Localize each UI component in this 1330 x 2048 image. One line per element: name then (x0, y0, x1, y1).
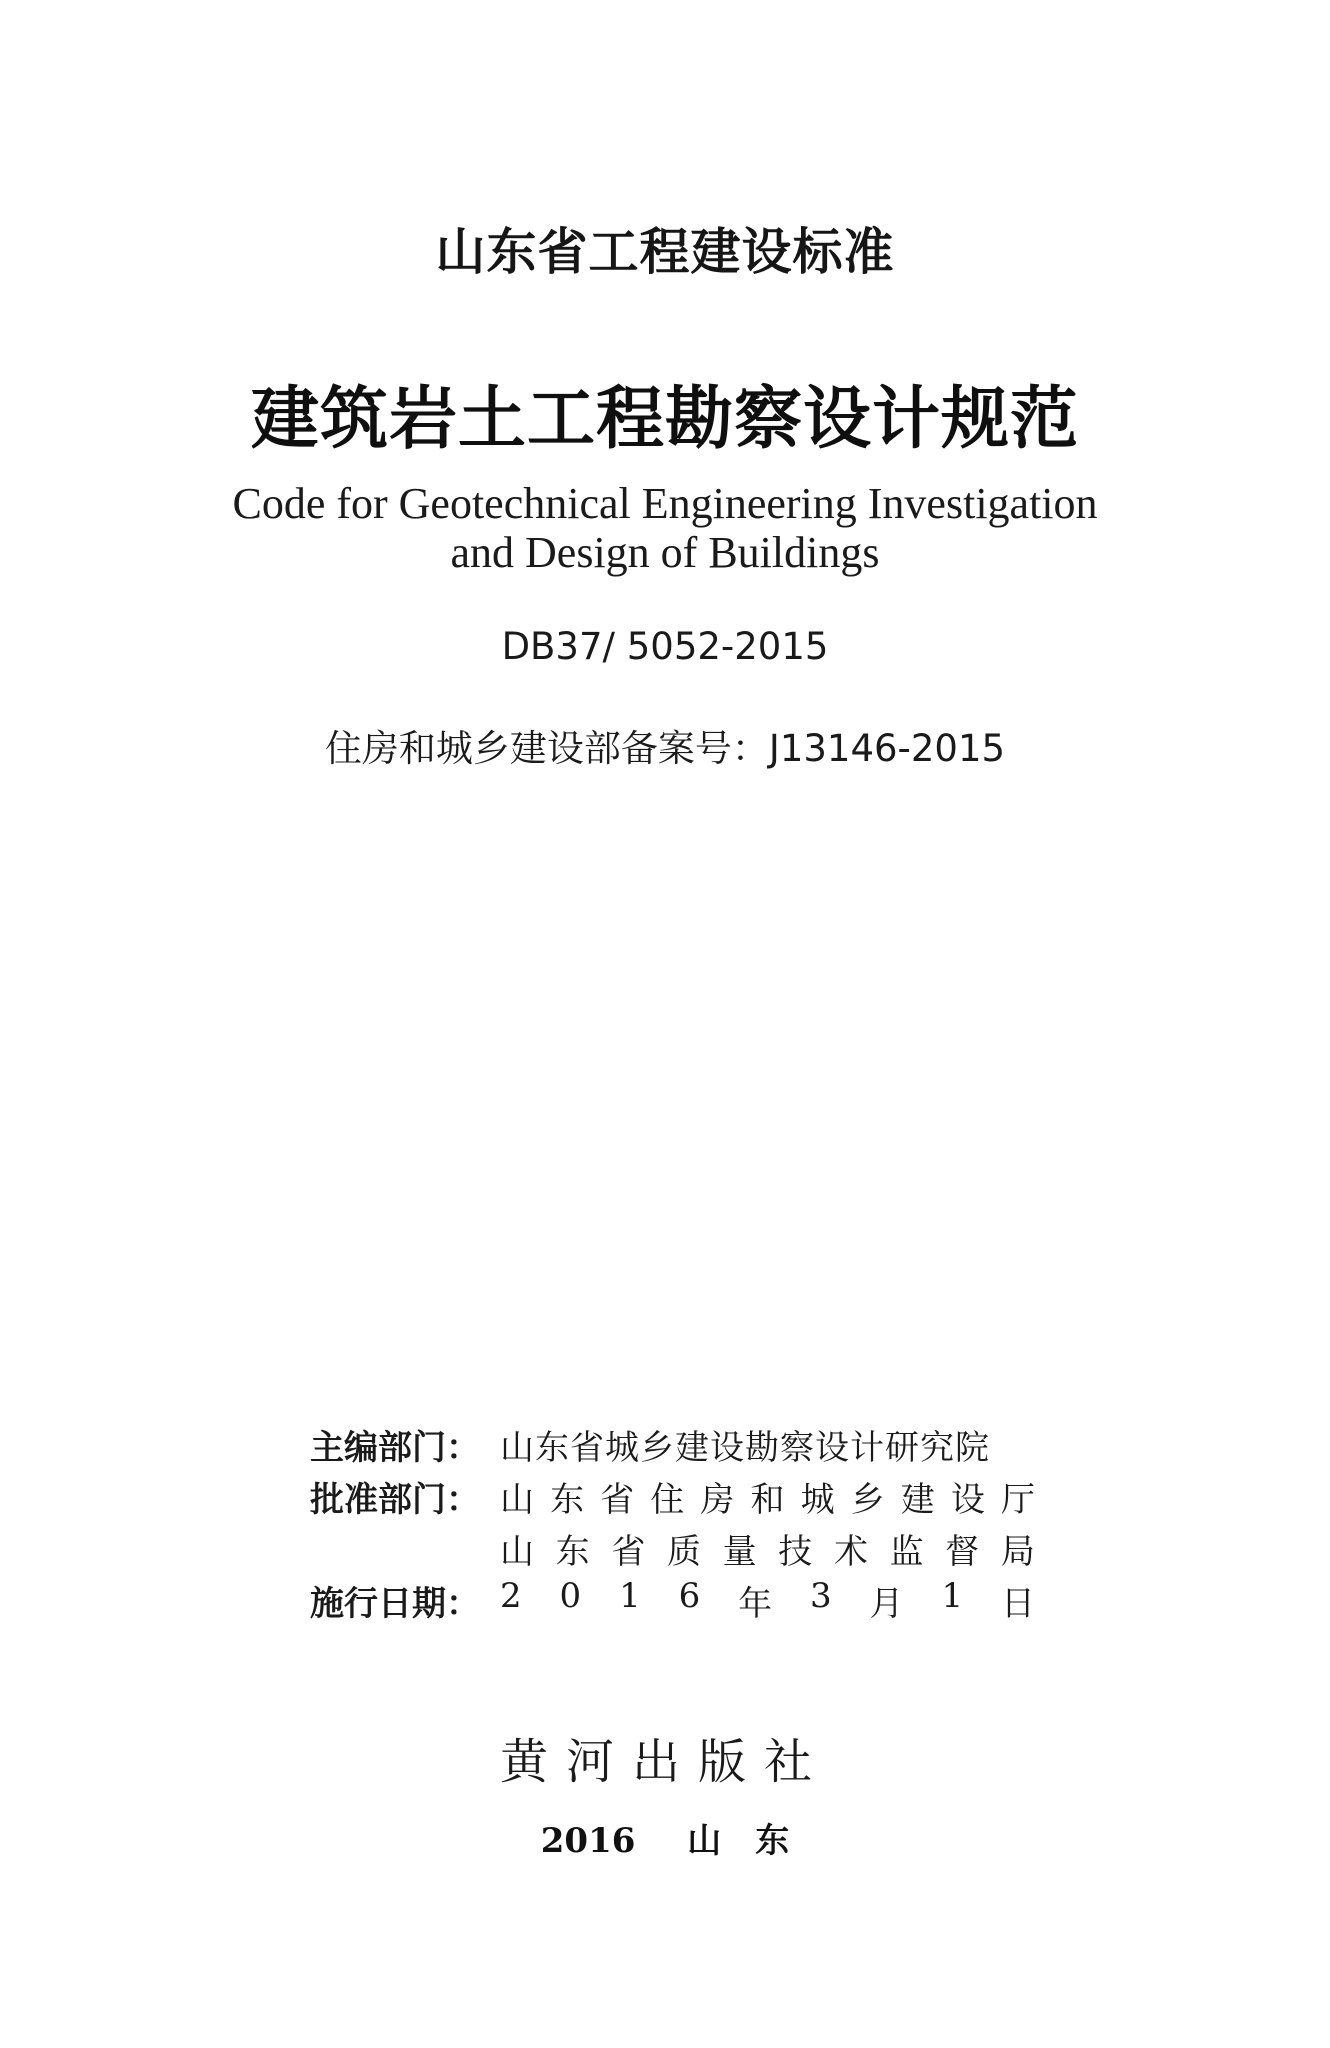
approval-char: 东 (555, 1532, 590, 1572)
date-char: 6 (678, 1576, 701, 1616)
approval-char: 局 (1000, 1532, 1035, 1572)
approval-value-1 (500, 1472, 1035, 1521)
title-english-line-2: and Design of Buildings (450, 528, 880, 577)
standard-code-number: DB37/ 5052-2015 (501, 625, 829, 668)
approval-char: 设 (950, 1480, 985, 1520)
approval-char: 房 (700, 1480, 735, 1520)
date-char: 2 (500, 1576, 522, 1616)
approval-char: 量 (722, 1532, 757, 1572)
effective-date-value (500, 1576, 1035, 1625)
date-char: 1 (941, 1576, 964, 1616)
effective-date-label: 施行日期： (310, 1584, 480, 1624)
publication-year-place (0, 1813, 1330, 1862)
approval-char: 术 (833, 1532, 868, 1572)
approval-label: 批准部门： (310, 1480, 480, 1520)
approval-char: 乡 (850, 1480, 885, 1520)
publisher-name: 黄河出版社 (499, 1734, 830, 1790)
approval-char: 监 (889, 1532, 924, 1572)
approval-char: 城 (800, 1480, 835, 1520)
approval-char: 东 (550, 1480, 585, 1520)
date-char: 3 (810, 1576, 832, 1616)
record-number: 住房和城乡建设部备案号：J13146-2015 (324, 727, 1006, 770)
approval-row (310, 1472, 1035, 1518)
editor-value: 山东省城乡建设勘察设计研究院 (500, 1428, 990, 1468)
approval-row-2 (310, 1524, 1035, 1570)
approval-char: 省 (611, 1532, 646, 1572)
title-english-line-1: Code for Geotechnical Engineering Investigation (232, 479, 1098, 528)
approval-char: 建 (900, 1480, 935, 1520)
date-char: 1 (619, 1576, 641, 1616)
effective-date-row (310, 1576, 1035, 1622)
approval-char: 和 (750, 1480, 785, 1520)
editor-label: 主编部门： (310, 1428, 480, 1468)
publication-place: 山 东 (687, 1821, 790, 1861)
approval-char: 省 (600, 1480, 635, 1520)
date-char: 日 (1000, 1584, 1035, 1624)
approval-char: 厅 (1000, 1480, 1035, 1520)
approval-value-2 (500, 1524, 1035, 1573)
approval-char: 山 (500, 1480, 534, 1520)
approval-char: 质 (666, 1532, 701, 1572)
date-char: 0 (559, 1576, 582, 1616)
date-char: 月 (869, 1584, 904, 1624)
date-char: 年 (738, 1584, 773, 1624)
title-chinese: 建筑岩土工程勘察设计规范 (250, 379, 1079, 459)
standard-kind: 山东省工程建设标准 (435, 223, 895, 281)
approval-char: 督 (945, 1532, 980, 1572)
approval-char: 山 (500, 1532, 534, 1572)
publication-year: 2016 (540, 1821, 636, 1861)
approval-char: 住 (650, 1480, 685, 1520)
approval-char: 技 (778, 1532, 813, 1572)
editor-row (310, 1420, 1035, 1466)
